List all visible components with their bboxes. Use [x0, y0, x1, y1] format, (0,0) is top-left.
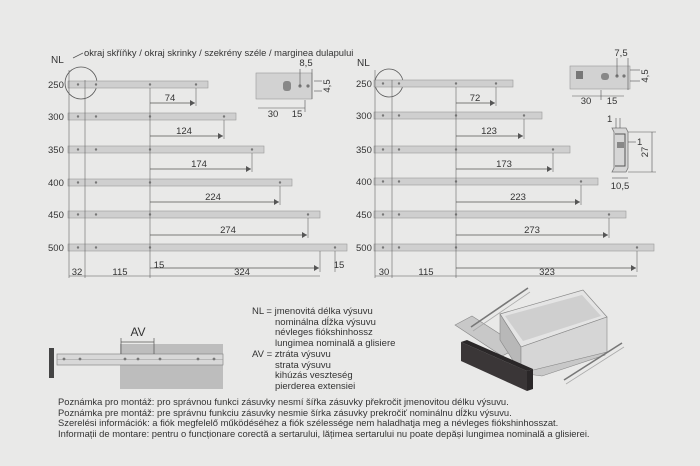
rail-400-right — [374, 178, 598, 185]
length-300-right: 300 — [356, 111, 372, 122]
dim-72: 72 — [469, 93, 481, 104]
rail-350-right — [374, 146, 570, 153]
dim-115-left: 115 — [112, 267, 128, 278]
length-250-right: 250 — [356, 79, 372, 90]
dim-15-detail-left: 15 — [291, 109, 303, 120]
dim-174: 174 — [191, 159, 207, 170]
legend-av — [252, 350, 355, 392]
legend-av-line2: strata výsuvu — [275, 359, 331, 371]
dim-32: 32 — [71, 267, 83, 278]
drawer-illustration — [455, 288, 624, 391]
dim-15-detail-right: 15 — [606, 96, 618, 107]
dim-10-5: 10,5 — [610, 181, 630, 192]
length-500-right: 500 — [356, 243, 372, 254]
nominal-length-labels-right — [356, 79, 372, 254]
length-250-left: 250 — [48, 80, 64, 91]
dim-273: 273 — [524, 225, 540, 236]
dim-4-5-left: 4,5 — [322, 79, 333, 93]
length-350-left: 350 — [48, 145, 64, 156]
note-sk: Poznámka pre montáž: pre správnu funkciu zásuvky nesmie šírka zásuvky prekročiť nominálnu dĺžku výsuvu. — [58, 406, 512, 418]
legend-nl — [252, 307, 395, 349]
dim-324: 324 — [234, 267, 250, 278]
length-350-right: 350 — [356, 145, 372, 156]
nl-label-right: NL — [357, 58, 370, 69]
dim-224: 224 — [205, 192, 221, 203]
dim-30-detail-right: 30 — [580, 96, 592, 107]
legend-nl-line3: névleges fiókshinhossz — [275, 327, 373, 339]
dim-115-right: 115 — [418, 267, 434, 278]
length-400-right: 400 — [356, 177, 372, 188]
bracket-detail-right — [570, 48, 651, 107]
rail-250-left — [68, 81, 208, 88]
dim-15-left-a: 15 — [153, 260, 165, 271]
bracket-detail-left — [256, 58, 333, 120]
dim-274: 274 — [220, 225, 236, 236]
legend-av-line3: kihúzás veszteség — [275, 370, 353, 382]
legend-nl-line2: nominálna dĺžka výsuvu — [275, 316, 376, 328]
rail-profile-detail — [607, 114, 656, 192]
av-label: AV — [130, 325, 146, 339]
rail-350-left — [68, 146, 264, 153]
dim-7-5: 7,5 — [614, 48, 628, 59]
dim-74: 74 — [164, 93, 176, 104]
legend-nl-line1: NL = jmenovitá délka výsuvu — [252, 306, 373, 317]
dim-8-5: 8,5 — [299, 58, 313, 69]
length-450-left: 450 — [48, 210, 64, 221]
note-ro: Informații de montare: pentru o funcționare corectă a sertarului, lățimea sertarului nu poate depăși lungimea nominală a glisierei. — [58, 427, 590, 439]
length-500-left: 500 — [48, 243, 64, 254]
rail-300-left — [68, 113, 236, 120]
assembly-notes — [58, 397, 590, 439]
rail-450-left — [68, 211, 320, 218]
dim-123: 123 — [481, 126, 497, 137]
length-300-left: 300 — [48, 112, 64, 123]
nominal-length-labels-left — [48, 80, 64, 254]
av-slide-detail — [49, 325, 223, 389]
rail-450-right — [374, 211, 626, 218]
legend-nl-line4: lungimea nominală a glisiere — [275, 337, 396, 349]
dim-30-left: 30 — [267, 109, 279, 120]
length-450-right: 450 — [356, 210, 372, 221]
dim-1-mid: 1 — [637, 137, 643, 148]
dim-124: 124 — [176, 126, 192, 137]
note-cz: Poznámka pro montáž: pro správnou funkci zásuvky nesmí šířka zásuvky překročit jmenovitou délku výsuvu. — [58, 396, 509, 407]
rail-400-left — [68, 179, 292, 186]
rail-250-right — [374, 80, 513, 87]
dim-30-bottom-right: 30 — [378, 267, 390, 278]
rail-500-left — [68, 244, 347, 251]
dim-323: 323 — [539, 267, 555, 278]
dim-4-5-right: 4,5 — [640, 69, 651, 83]
dim-223: 223 — [510, 192, 526, 203]
dim-15-left-b: 15 — [333, 260, 345, 271]
note-hu: Szerelési információk: a fiók megfelelő működéséhez a fiók szélessége nem haladhatja meg a névleges fiókshinhosszat. — [58, 417, 559, 429]
dim-1-top: 1 — [607, 114, 613, 125]
dim-173: 173 — [496, 159, 512, 170]
length-400-left: 400 — [48, 178, 64, 189]
nl-label-left: NL — [51, 55, 64, 66]
legend-av-line4: pierderea extensiei — [275, 380, 356, 392]
legend-av-line1: AV = ztráta výsuvu — [252, 349, 331, 360]
dim-27: 27 — [640, 146, 651, 158]
cabinet-edge-label: okraj skříňky / okraj skrinky / szekrény széle / marginea dulapului — [84, 47, 354, 58]
rail-500-right — [374, 244, 654, 251]
